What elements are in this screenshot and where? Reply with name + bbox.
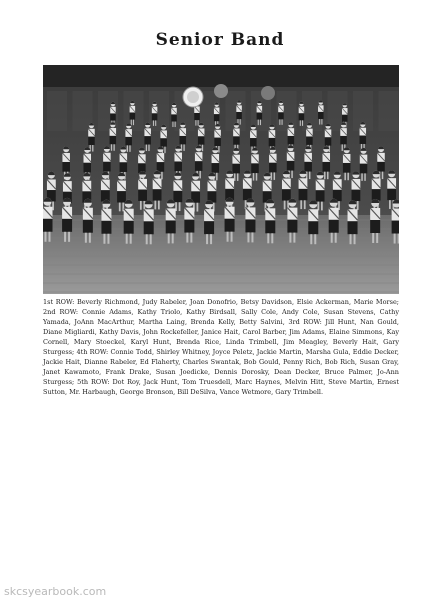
watermark: skcsyearbook.com [4,585,107,598]
sousaphone [183,87,203,107]
ceiling-band [43,65,399,87]
page-title: Senior Band [155,30,285,50]
band-photo-illustration [43,65,399,294]
photo-caption: 1st ROW: Beverly Richmond, Judy Rabeler, Joan Donofrio, Betsy Davidson, Elsie Ackerman, Marie Morse; 2nd ROW: Connie Adams, Kathy Triolo, Kathy Birdsall, Sally Cole, Andy Cole, Susan Stevens, Cathy Yamada, JoAnn MacArthur, Martha Laing, Brenda Kelly, Betty Salvini, 3rd ROW: Jill Hunt, Nan Gould, Diane Migliardi, Kathy Davis, John Rockefeller, Janice Hait, Carol Barber, Jim Adams, Elaine Simmons, Kay Cornell, Mary Stoeckel, Karyl Hunt, Brenda Rice, Linda Trimbell, Jim Meagley, Beverly Hait, Gary Sturgess; 4th ROW: Connie Todd, Shirley Whitney, Joyce Peletz, Jackie Martin, Marsha Gula, Eddie Decker, Jackie Hait, Dianne Rabeler, Ed Flaherty, Charles Swantak, Bob Gould, Penny Rich, Bob Rich, Susan Gray, Janet Kawamoto, Frank Drake, Susan Joedicke, Dennis Dorosky, Dean Decker, Bruce Palmer, Jo-Ann Sturgess; 5th ROW: Dot Roy, Jack Hunt, Tom Truesdell, Marc Haynes, Melvin Hitt, Steve Martin, Ernest Sutton, Mr. Harbaugh, George Bronson, Bill DeSilva, Vance Wetmore, Gary Trimbell. [43,298,399,396]
gym-floor [43,215,399,294]
band-photo [43,65,399,294]
